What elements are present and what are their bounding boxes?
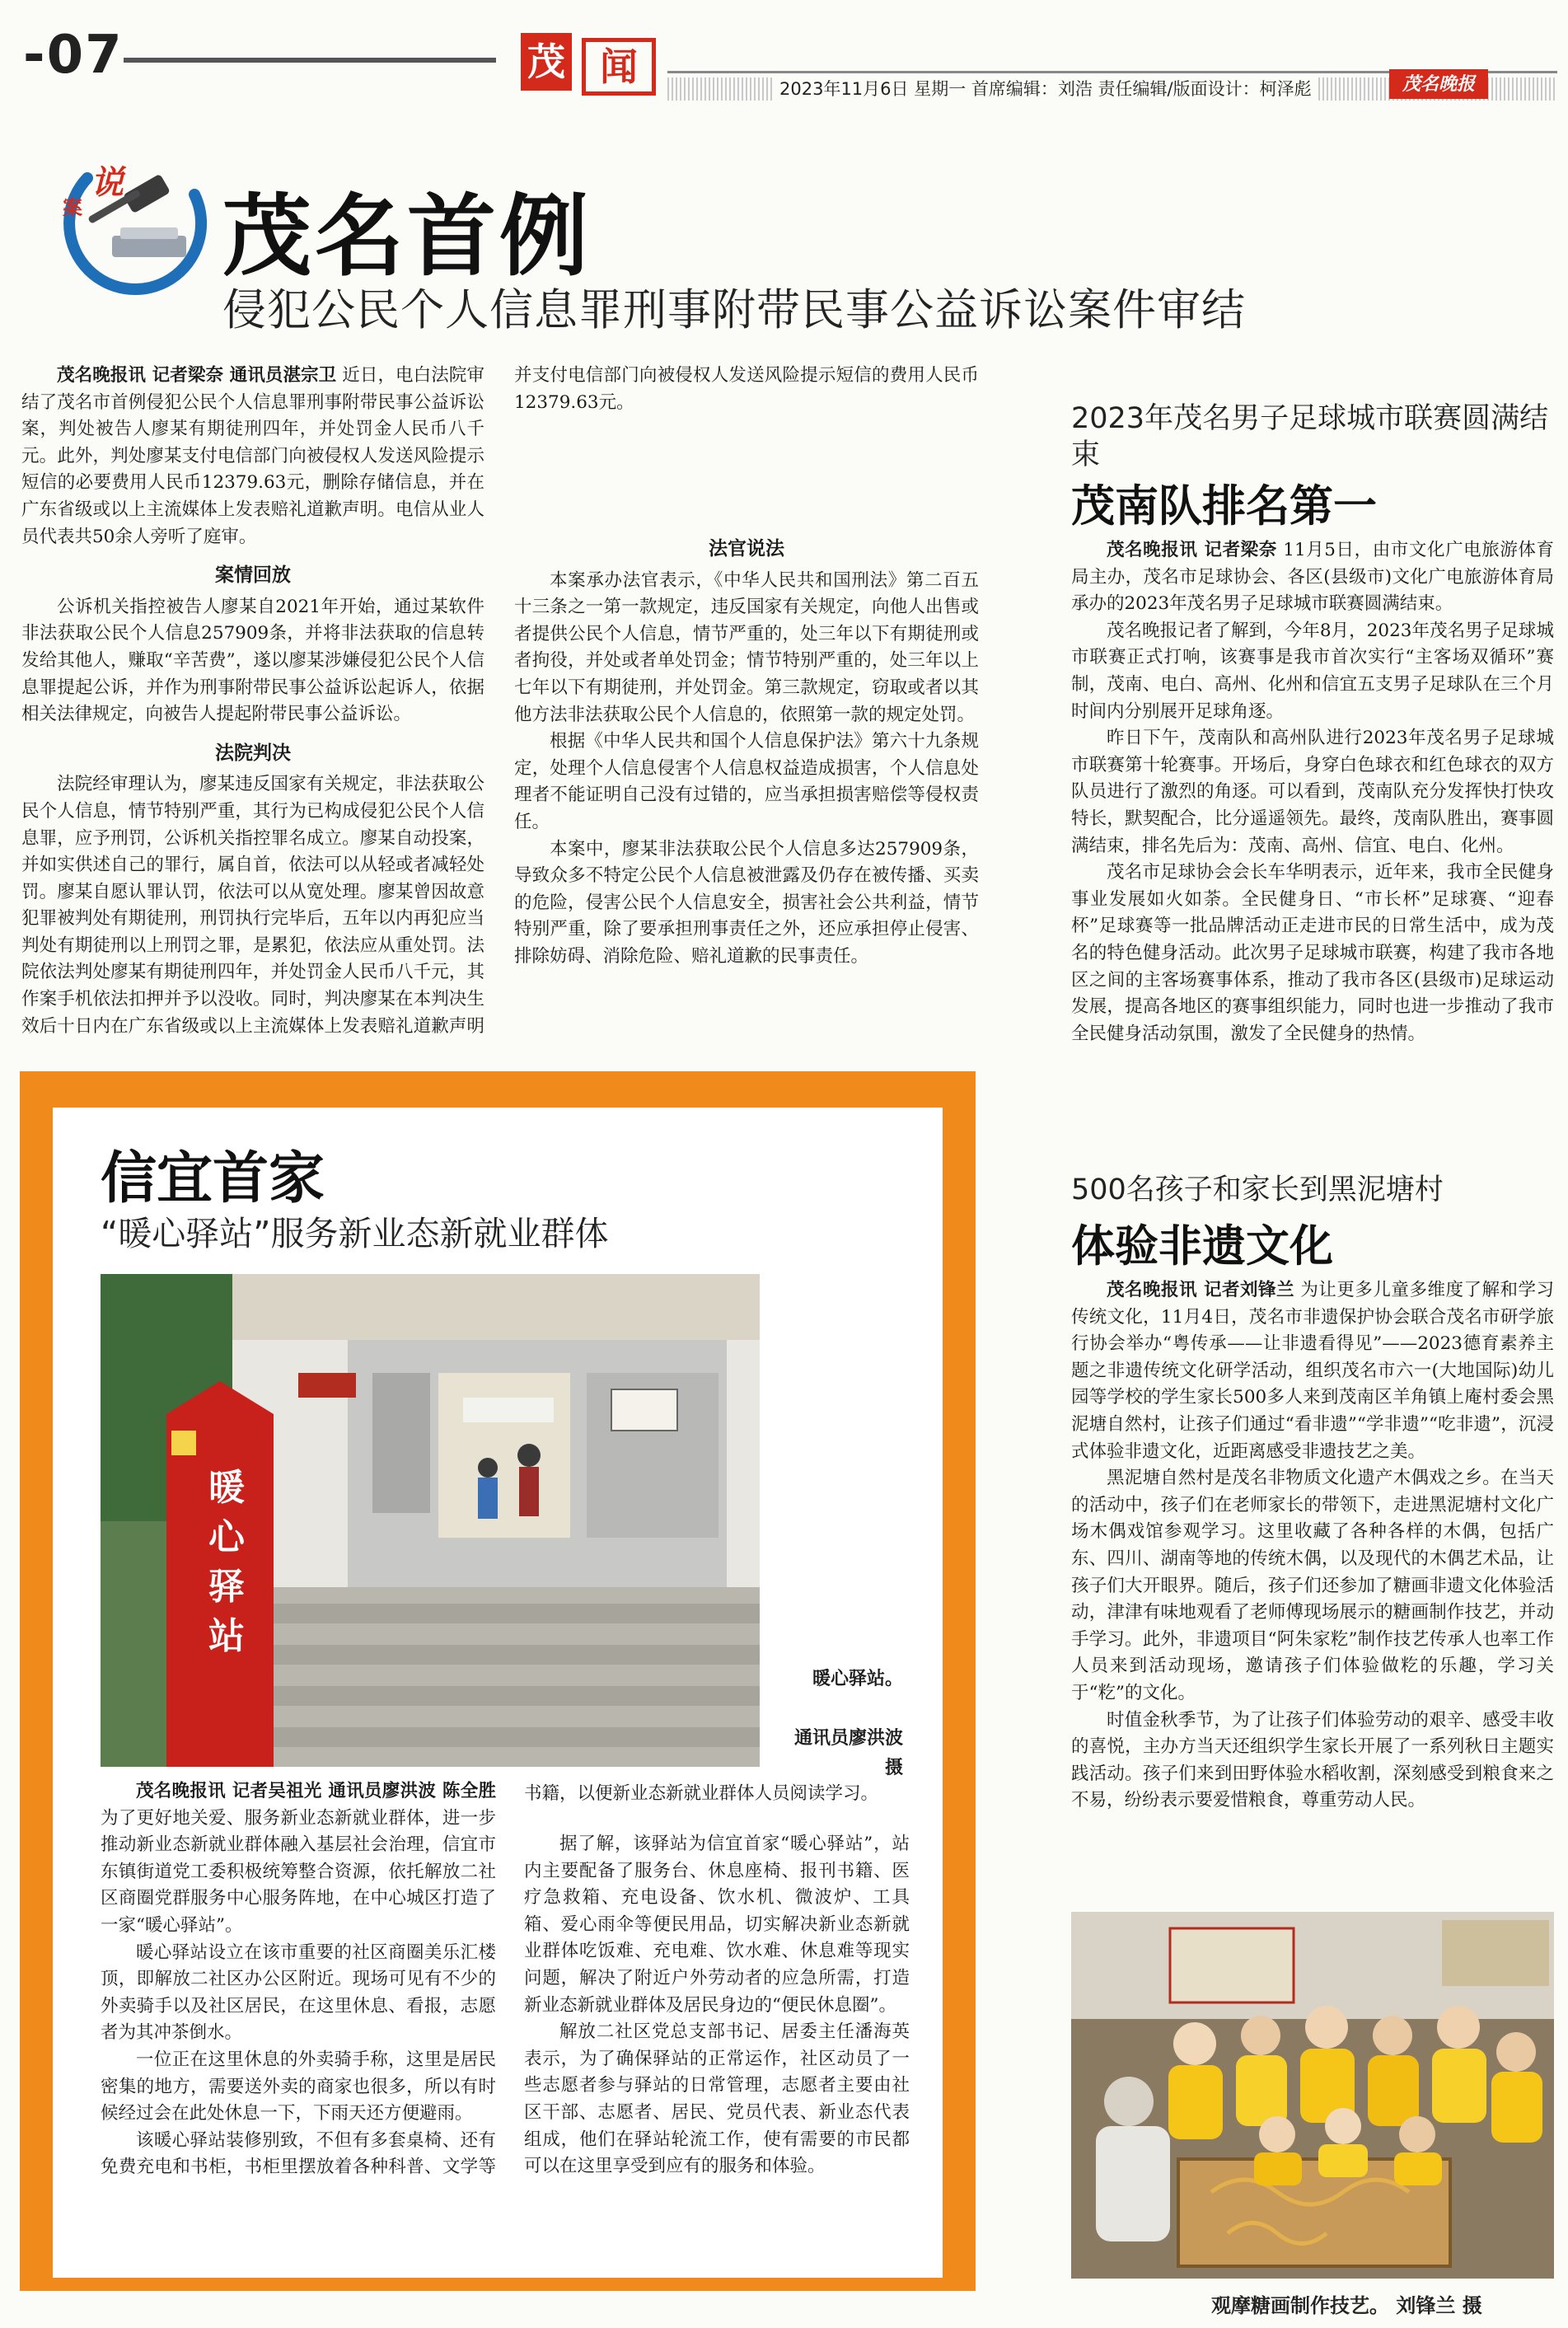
lead-paragraph-4: 本案承办法官表示，《中华人民共和国刑法》第二百五十三条之一第一款规定，违反国家有关规定，向他人出售或者提供公民个人信息，情节严重的，处三年以下有期徒刑或者拘役，并处或者单处罚金；情节特别严重的，处三年以上七年以下有期徒刑，并处罚金。第三款规定，窃取或者以其他方法非法获取公民个人信息的，依照第一款的规定处罚。 xyxy=(514,569,979,725)
header-rule-left xyxy=(124,58,496,63)
football-byline: 茂名晚报讯 记者梁奈 xyxy=(1107,540,1277,560)
subhead-judge-says: 法官说法 xyxy=(709,538,784,560)
station-photo-illustration xyxy=(101,1274,760,1767)
lead-headline: 茂名首例 xyxy=(222,185,592,288)
sugar-painting-photo-illustration xyxy=(1071,1912,1554,2279)
xinyi-headline: 信宜首家 xyxy=(101,1146,325,1211)
xinyi-subheadline: “暖心驿站”服务新业态新就业群体 xyxy=(101,1214,609,1253)
gavel-icon xyxy=(54,145,211,302)
football-kicker: 2023年茂名男子足球城市联赛圆满结束 xyxy=(1071,402,1549,471)
lead-column-1 xyxy=(21,363,484,1040)
heritage-headline: 体验非遗文化 xyxy=(1071,1221,1333,1272)
heritage-photo xyxy=(1071,1912,1554,2279)
station-photo-caption-2: 通讯员廖洪波 摄 xyxy=(793,1728,903,1778)
xinyi-paragraph-4-cont: 书籍，以便新业态新就业群体人员阅读学习。 xyxy=(524,1783,879,1805)
xinyi-paragraph-6: 解放二社区党总支部书记、居委主任潘海英表示，为了确保驿站的正常运作，社区动员了一些志愿者参与驿站的日常管理，志愿者主要由社区干部、志愿者、居民、党员代表、新业态代表组成，他们在驿站轮流工作，使有需要的市民都可以在这里享受到应有的服务和体验。 xyxy=(524,2021,910,2177)
heritage-byline: 茂名晚报讯 记者刘锋兰 xyxy=(1107,1280,1295,1300)
section-badge-wen: 闻 xyxy=(582,38,656,96)
xinyi-paragraph-5: 据了解，该驿站为信宜首家“暖心驿站”，站内主要配备了服务台、休息座椅、报刊书籍、医疗急救箱、充电设备、饮水机、微波炉、工具箱、爱心雨伞等便民用品，切实解决新业态新就业群体吃饭难、充电难、饮水难、休息难等现实问题，解决了附近户外劳动者的应急所需，打造新业态新就业群体及居民身边的“便民休息圈”。 xyxy=(524,1834,910,2016)
lead-byline: 茂名晚报讯 记者梁奈 通讯员湛宗卫 xyxy=(57,365,337,386)
lead-paragraph-3: 法院经审理认为，廖某违反国家有关规定，非法获取公民个人信息，情节特别严重，其行为已构成侵犯公民个人信息罪，应予刑罚，公诉机关指控罪名成立。廖某自动投案，并如实供述自己的罪行，属自首，依法可以从轻或者减轻处罚。廖某自愿认罪认罚，依法可以从宽处理。廖某曾因故意犯罪被判处有期徒刑，刑罚执行完毕后，五年以内再犯应当判处有期徒刑以上刑罚之罪，是累犯，依法应从重处罚。法院依法判处廖某有期徒刑四年，并处罚金人民币八千元，其作案手机依法扣押并予以没收。同时，判决廖某在本判决生效后十日内在广东省级或以上主流媒体上发表赔礼道歉声明 xyxy=(21,774,484,1037)
xinyi-paragraph-2: 暖心驿站设立在该市重要的社区商圈美乐汇楼顶，即解放二社区办公区附近。现场可见有不少的外卖骑手以及社区居民，在这里休息、看报，志愿者为其冲茶倒水。 xyxy=(101,1942,496,2044)
heritage-kicker: 500名孩子和家长到黑泥塘村 xyxy=(1071,1173,1444,1206)
xinyi-column-2 xyxy=(524,1778,910,2180)
heritage-paragraph-3: 时值金秋季节，为了让孩子们体验劳动的艰辛、感受丰收的喜悦，主办方当天还组织学生家长开展了一系列秋日主题实践活动。孩子们来到田野体验水稻收割，深刻感受到粮食来之不易，纷纷表示要爱惜粮食，尊重劳动人民。 xyxy=(1071,1709,1554,1811)
lead-column-2 xyxy=(514,363,979,971)
dateline: 2023年11月6日 星期一 首席编辑：刘浩 责任编辑/版面设计：柯泽彪 xyxy=(775,76,1317,101)
subhead-verdict: 法院判决 xyxy=(215,742,291,764)
station-sign: 暖心驿站 xyxy=(208,1467,245,1657)
heritage-paragraph-1: 茂名晚报讯 记者刘锋兰 为让更多儿童多维度了解和学习传统文化，11月4日，茂名市非遗保护协会联合茂名市研学旅行协会举办“粤传承——让非遗看得见”——2023德育素养主题之非遗传统文化研学活动，组织茂名市六一(大地国际)幼儿园等学校的学生家长500多人来到茂南区羊角镇上庵村委会黑泥塘自然村，让孩子们通过“看非遗”“学非遗”“吃非遗”，沉浸式体验非遗文化，近距离感受非遗技艺之美。 xyxy=(1071,1280,1554,1462)
football-paragraph-1: 茂名晚报讯 记者梁奈 11月5日，由市文化广电旅游体育局主办，茂名市足球协会、各区(县级市)文化广电旅游体育局承办的2023年茂名男子足球城市联赛圆满结束。 xyxy=(1071,540,1554,615)
logo-char-an: 案 xyxy=(63,196,82,219)
page-number: -07 xyxy=(23,25,124,86)
football-headline: 茂南队排名第一 xyxy=(1071,481,1377,532)
shuoan-logo xyxy=(54,145,211,302)
xinyi-paragraph-4: 该暖心驿站装修别致，不但有多套桌椅、还有免费充电和书柜，书柜里摆放着各种科普、文学等 xyxy=(101,2129,496,2178)
station-photo-caption-1: 暖心驿站。 xyxy=(812,1669,903,1689)
football-paragraph-2: 茂名晚报记者了解到，今年8月，2023年茂名男子足球城市联赛正式打响，该赛事是我市首次实行“主客场双循环”赛制，茂南、电白、高州、化州和信宜五支男子足球队在三个月时间内分别展开足球角逐。 xyxy=(1071,620,1554,722)
lead-paragraph-1: 茂名晚报讯 记者梁奈 通讯员湛宗卫 近日，电白法院审结了茂名市首例侵犯公民个人信息罪刑事附带民事公益诉讼案，判处被告人廖某有期徒刑四年，并处罚金人民币八千元。此外，判处廖某支付电信部门向被侵权人发送风险提示短信的必要费用人民币12379.63元，删除存储信息，并在广东省级或以上主流媒体上发表赔礼道歉声明。电信从业人员代表共50余人旁听了庭审。 xyxy=(21,365,484,547)
football-paragraph-3: 昨日下午，茂南队和高州队进行2023年茂名男子足球城市联赛第十轮赛事。开场后，身穿白色球衣和红色球衣的双方队员进行了激烈的角逐。可以看到，茂南队充分发挥快打快攻特长，默契配合，比分遥遥领先。最终，茂南队胜出，赛事圆满结束，排名先后为：茂南、高州、信宜、电白、化州。 xyxy=(1071,728,1554,856)
xinyi-paragraph-1: 茂名晚报讯 记者吴祖光 通讯员廖洪波 陈全胜 为了更好地关爱、服务新业态新就业群体，进一步推动新业态新就业群体融入基层社会治理，信宜市东镇街道党工委积极统筹整合资源，依托解放二社区商圈党群服务中心服务阵地，在中心城区打造了一家“暖心驿站”。 xyxy=(101,1781,496,1936)
section-badge-mao: 茂 xyxy=(521,33,572,91)
subhead-case-review: 案情回放 xyxy=(215,564,291,587)
heritage-photo-caption: 观摩糖画制作技艺。 刘锋兰 摄 xyxy=(1211,2294,1482,2317)
xinyi-paragraph-3: 一位正在这里休息的外卖骑手称，这里是居民密集的地方，需要送外卖的商家也很多，所以有时候经过会在此处休息一下，下雨天还方便避雨。 xyxy=(101,2049,496,2124)
lead-paragraph-6: 本案中，廖某非法获取公民个人信息多达257909条，导致众多不特定公民个人信息被泄露及仍存在被传播、买卖的危险，侵害公民个人信息安全，损害社会公共利益，情节特别严重，除了要承担刑事责任之外，还应承担停止侵害、排除妨碍、消除危险、赔礼道歉的民事责任。 xyxy=(514,838,979,967)
xinyi-column-1 xyxy=(101,1778,496,2179)
football-body xyxy=(1071,537,1554,1047)
xinyi-byline: 茂名晚报讯 记者吴祖光 通讯员廖洪波 陈全胜 xyxy=(136,1781,496,1801)
heritage-paragraph-2: 黑泥塘自然村是茂名非物质文化遗产木偶戏之乡。在当天的活动中，孩子们在老师家长的带领下，走进黑泥塘村文化广场木偶戏馆参观学习。这里收藏了各种各样的木偶，包括广东、四川、湖南等地的传统木偶，以及现代的木偶艺术品，让孩子们大开眼界。随后，孩子们还参加了糖画非遗文化体验活动，津津有味地观看了老师傅现场展示的糖画制作技艺，并动手学习。此外，非遗项目“阿朱家籺”制作技艺传承人也率工作人员来到活动现场，邀请孩子们体验做籺的乐趣，学习关于“籺”的文化。 xyxy=(1071,1468,1554,1703)
station-photo xyxy=(101,1274,760,1767)
lead-paragraph-3-cont: 并支付电信部门向被侵权人发送风险提示短信的费用人民币12379.63元。 xyxy=(514,364,979,413)
heritage-body xyxy=(1071,1277,1554,1815)
masthead-logo: 茂名晚报 xyxy=(1389,69,1488,99)
football-paragraph-4: 茂名市足球协会会长车华明表示，近年来，我市全民健身事业发展如火如荼。全民健身日、“市长杯”足球赛、“迎春杯”足球赛等一批品牌活动正走进市民的日常生活中，成为茂名的特色健身活动。此次男子足球城市联赛，构建了我市各地区之间的主客场赛事体系，推动了我市各区(县级市)足球运动发展，提高各地区的赛事组织能力，同时也进一步推动了我市全民健身活动氛围，激发了全民健身的热情。 xyxy=(1071,862,1554,1044)
lead-paragraph-5: 根据《中华人民共和国个人信息保护法》第六十九条规定，处理个人信息侵害个人信息权益造成损害，个人信息处理者不能证明自己没有过错的，应当承担损害赔偿等侵权责任。 xyxy=(514,731,979,832)
logo-char-shuo: 说 xyxy=(91,164,124,202)
lead-paragraph-2: 公诉机关指控被告人廖某自2021年开始，通过某软件非法获取公民个人信息257909条，并将非法获取的信息转发给其他人，赚取“辛苦费”，遂以廖某涉嫌侵犯公民个人信息罪提起公诉，并作为刑事附带民事公益诉讼起诉人，依据相关法律规定，向被告人提起附带民事公益诉讼。 xyxy=(21,596,484,725)
lead-subheadline: 侵犯公民个人信息罪刑事附带民事公益诉讼案件审结 xyxy=(222,285,1246,335)
